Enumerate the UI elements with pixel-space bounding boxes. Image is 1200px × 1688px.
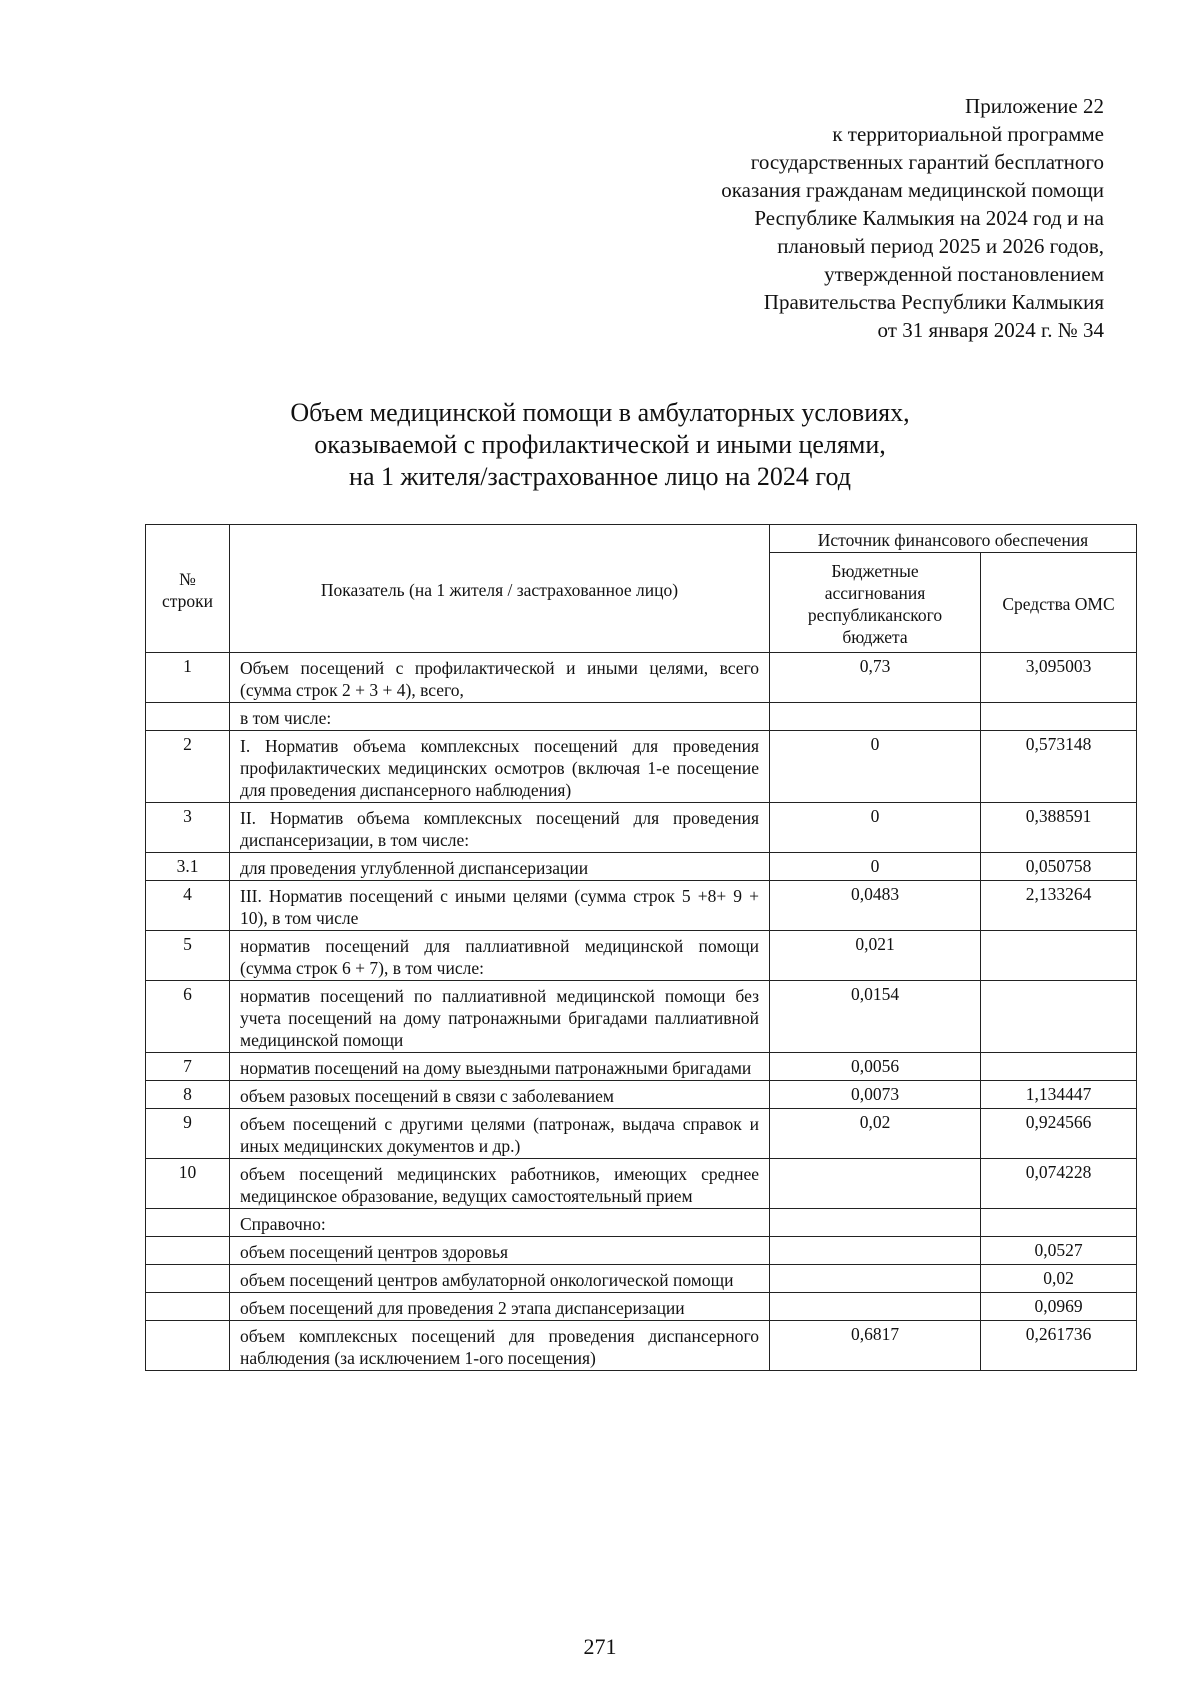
header-line: от 31 января 2024 г. № 34 [877,318,1104,342]
table-row [146,1081,1137,1109]
indicator-cell: объем посещений с другими целями (патронаж, выдача справок и иных медицинских документов и др.) [230,1109,770,1159]
document-title [0,397,1200,493]
table-row [146,1209,1137,1237]
table-row [146,653,1137,703]
row-number-cell [146,1321,230,1371]
row-number-cell: 7 [146,1053,230,1081]
indicator-cell: для проведения углубленной диспансеризации [230,853,770,881]
budget-value-cell: 0,021 [770,931,981,981]
table-row [146,881,1137,931]
oms-value-cell: 0,02 [981,1265,1137,1293]
budget-value-cell: 0,0056 [770,1053,981,1081]
row-number-cell [146,1293,230,1321]
budget-value-cell: 0,0154 [770,981,981,1053]
table-row [146,1053,1137,1081]
indicator-cell: III. Норматив посещений с иными целями (сумма строк 5 +8+ 9 + 10), в том числе [230,881,770,931]
indicator-cell: норматив посещений по паллиативной медицинской помощи без учета посещений на дому патронажными бригадами паллиативной медицинской помощи [230,981,770,1053]
volume-table [145,524,1137,1371]
table-row [146,1237,1137,1265]
indicator-cell: Объем посещений с профилактической и иными целями, всего (сумма строк 2 + 3 + 4), всего, [230,653,770,703]
row-number-cell [146,1209,230,1237]
budget-value-cell: 0,0073 [770,1081,981,1109]
table-row [146,1321,1137,1371]
budget-value-cell: 0,02 [770,1109,981,1159]
oms-value-cell: 0,388591 [981,803,1137,853]
budget-value-cell [770,1265,981,1293]
title-line: на 1 жителя/застрахованное лицо на 2024 год [349,462,851,491]
appendix-header [721,92,1104,344]
oms-value-cell: 0,261736 [981,1321,1137,1371]
row-number-cell: 4 [146,881,230,931]
oms-value-cell: 1,134447 [981,1081,1137,1109]
indicator-cell: в том числе: [230,703,770,731]
budget-value-cell: 0,0483 [770,881,981,931]
table-row [146,1109,1137,1159]
table-row [146,803,1137,853]
budget-value-cell: 0 [770,803,981,853]
budget-value-cell: 0 [770,853,981,881]
title-line: Объем медицинской помощи в амбулаторных условиях, [290,398,910,427]
table-row [146,931,1137,981]
budget-value-cell [770,1209,981,1237]
header-line: Правительства Республики Калмыкия [763,290,1104,314]
table-row [146,853,1137,881]
indicator-cell: норматив посещений для паллиативной медицинской помощи (сумма строк 6 + 7), в том числе: [230,931,770,981]
table-row [146,703,1137,731]
indicator-cell: объем посещений центров здоровья [230,1237,770,1265]
row-number-cell: 1 [146,653,230,703]
indicator-cell: II. Норматив объема комплексных посещений для проведения диспансеризации, в том числе: [230,803,770,853]
row-number-cell: 2 [146,731,230,803]
budget-value-cell: 0,6817 [770,1321,981,1371]
oms-value-cell: 0,0969 [981,1293,1137,1321]
header-line: к территориальной программе [832,122,1104,146]
budget-value-cell [770,1293,981,1321]
oms-value-cell: 0,0527 [981,1237,1137,1265]
header-indicator: Показатель (на 1 жителя / застрахованное лицо) [230,525,770,653]
title-line: оказываемой с профилактической и иными целями, [314,430,886,459]
header-line: Республике Калмыкия на 2024 год и на [754,206,1104,230]
row-number-cell [146,1237,230,1265]
row-number-cell: 10 [146,1159,230,1209]
header-line: утвержденной постановлением [824,262,1104,286]
header-line: Приложение 22 [965,94,1104,118]
oms-value-cell [981,981,1137,1053]
indicator-cell: Справочно: [230,1209,770,1237]
row-number-cell [146,703,230,731]
page-number: 271 [583,1634,617,1659]
budget-value-cell [770,703,981,731]
oms-value-cell: 2,133264 [981,881,1137,931]
budget-value-cell: 0,73 [770,653,981,703]
oms-value-cell [981,1053,1137,1081]
budget-value-cell: 0 [770,731,981,803]
row-number-cell: 6 [146,981,230,1053]
oms-value-cell [981,931,1137,981]
header-line: государственных гарантий бесплатного [750,150,1104,174]
table-body [146,653,1137,1371]
header-row-number: № строки [146,525,230,653]
indicator-cell: объем разовых посещений в связи с заболеванием [230,1081,770,1109]
header-line: плановый период 2025 и 2026 годов, [777,234,1104,258]
budget-value-cell [770,1159,981,1209]
row-number-cell: 3 [146,803,230,853]
table-row [146,1265,1137,1293]
table-row [146,1159,1137,1209]
table-row [146,1293,1137,1321]
table-row [146,731,1137,803]
oms-value-cell [981,703,1137,731]
header-funding-source: Источник финансового обеспечения [770,525,1137,553]
budget-value-cell [770,1237,981,1265]
header-budget: Бюджетные ассигнования республиканского бюджета [770,553,981,653]
indicator-cell: объем посещений центров амбулаторной онкологической помощи [230,1265,770,1293]
indicator-cell: I. Норматив объема комплексных посещений для проведения профилактических медицинских осмотров (включая 1-е посещение для проведения диспансерного наблюдения) [230,731,770,803]
row-number-cell [146,1265,230,1293]
oms-value-cell: 3,095003 [981,653,1137,703]
indicator-cell: объем посещений для проведения 2 этапа диспансеризации [230,1293,770,1321]
row-number-cell: 8 [146,1081,230,1109]
header-line: оказания гражданам медицинской помощи [721,178,1104,202]
oms-value-cell [981,1209,1137,1237]
oms-value-cell: 0,573148 [981,731,1137,803]
indicator-cell: объем посещений медицинских работников, имеющих среднее медицинское образование, ведущих самостоятельный прием [230,1159,770,1209]
header-oms: Средства ОМС [981,553,1137,653]
row-number-cell: 9 [146,1109,230,1159]
oms-value-cell: 0,074228 [981,1159,1137,1209]
table-row [146,981,1137,1053]
indicator-cell: объем комплексных посещений для проведения диспансерного наблюдения (за исключением 1-ого посещения) [230,1321,770,1371]
indicator-cell: норматив посещений на дому выездными патронажными бригадами [230,1053,770,1081]
row-number-cell: 3.1 [146,853,230,881]
oms-value-cell: 0,050758 [981,853,1137,881]
row-number-cell: 5 [146,931,230,981]
oms-value-cell: 0,924566 [981,1109,1137,1159]
